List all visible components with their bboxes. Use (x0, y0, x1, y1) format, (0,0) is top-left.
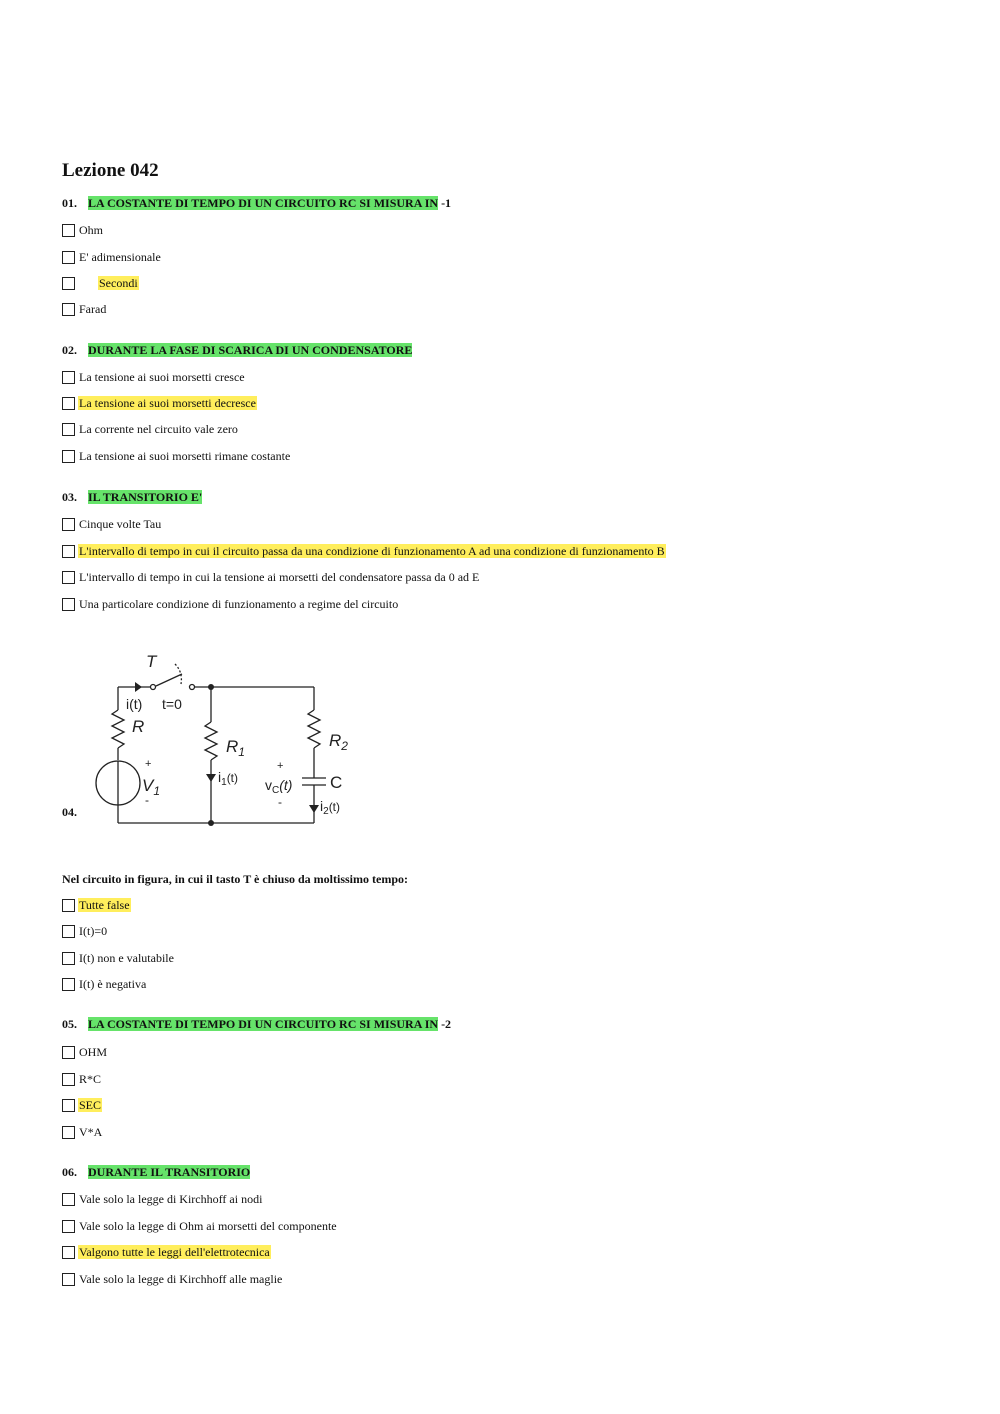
answer-option[interactable] (62, 596, 399, 612)
answer-text: Vale solo la legge di Ohm ai morsetti del componente (79, 1219, 337, 1233)
resistor-r1 (205, 722, 217, 760)
i1-tail: (t) (226, 771, 239, 785)
answer-option[interactable] (62, 1271, 283, 1287)
answer-text: La tensione ai suoi morsetti cresce (79, 370, 245, 384)
answer-text: Cinque volte Tau (79, 517, 162, 531)
switch-contact (151, 685, 156, 690)
answer-text: E' adimensionale (79, 250, 161, 264)
question-number: 04. (62, 805, 77, 819)
answer-text: La tensione ai suoi morsetti rimane costante (79, 449, 291, 463)
r2-letter: R (329, 731, 342, 750)
checkbox[interactable] (62, 450, 75, 463)
answer-option[interactable] (62, 1124, 103, 1140)
answer-text: I(t) non e valutabile (79, 951, 174, 965)
answer-text: I(t)=0 (79, 924, 108, 938)
question-number: 06. (62, 1165, 77, 1179)
vc-letter: v (265, 777, 272, 793)
question-title: LA COSTANTE DI TEMPO DI UN CIRCUITO RC SI MISURA IN (88, 196, 439, 210)
answer-text: I(t) è negativa (79, 977, 147, 991)
i1-subscript: 1 (221, 777, 227, 788)
question-04-number (62, 805, 88, 820)
answer-option-correct[interactable] (62, 543, 666, 559)
answer-option[interactable] (62, 1071, 102, 1087)
checkbox[interactable] (62, 545, 75, 558)
question-number: 01. (62, 196, 77, 210)
answer-option[interactable] (62, 249, 162, 265)
answer-text: Vale solo la legge di Kirchhoff alle maglie (79, 1272, 283, 1286)
answer-option[interactable] (62, 1191, 263, 1207)
answer-option-correct[interactable] (62, 395, 257, 411)
switch-time-label: t=0 (162, 696, 182, 712)
answer-option[interactable] (62, 950, 175, 966)
plus-sign: + (277, 760, 284, 772)
switch-motion-arc (175, 664, 181, 684)
question-number: 03. (62, 490, 77, 504)
source-subscript: 1 (153, 784, 161, 798)
r2-subscript: 2 (341, 739, 348, 753)
source-letter: V (142, 776, 154, 795)
switch-blade (156, 674, 182, 686)
i1-letter: i (218, 769, 222, 785)
resistor-r (112, 710, 124, 748)
checkbox[interactable] (62, 1220, 75, 1233)
checkbox[interactable] (62, 1193, 75, 1206)
current-label: i(t) (126, 696, 143, 712)
minus-sign: - (145, 793, 149, 807)
i2-subscript: 2 (323, 806, 329, 817)
checkbox[interactable] (62, 952, 75, 965)
answer-text: Valgono tutte le leggi dell'elettrotecnica (79, 1245, 270, 1259)
answer-option-correct[interactable] (62, 1244, 271, 1260)
answer-option[interactable] (62, 976, 147, 992)
question-number: 05. (62, 1017, 77, 1031)
answer-option-correct[interactable] (62, 897, 131, 913)
checkbox[interactable] (62, 371, 75, 384)
checkbox[interactable] (62, 1099, 75, 1112)
question-01-heading (62, 196, 451, 211)
resistor-r2 (308, 710, 320, 748)
question-title: DURANTE IL TRANSITORIO (88, 1165, 251, 1179)
checkbox[interactable] (62, 518, 75, 531)
answer-option[interactable] (62, 369, 246, 385)
answer-text: La tensione ai suoi morsetti decresce (79, 396, 256, 410)
answer-text: SEC (79, 1098, 102, 1112)
answer-option[interactable] (62, 301, 107, 317)
answer-option[interactable] (62, 222, 104, 238)
vc-subscript: C (272, 785, 280, 796)
answer-text: OHM (79, 1045, 108, 1059)
minus-sign: - (278, 795, 282, 809)
vc-tail: (t) (279, 777, 293, 793)
checkbox[interactable] (62, 423, 75, 436)
answer-option-correct[interactable] (62, 1097, 102, 1113)
i2-tail: (t) (328, 800, 341, 814)
question-title: IL TRANSITORIO E' (88, 490, 203, 504)
rc-circuit-diagram (90, 648, 370, 833)
answer-option[interactable] (62, 569, 480, 585)
checkbox[interactable] (62, 925, 75, 938)
page-title: Lezione 042 (62, 160, 159, 181)
checkbox[interactable] (62, 1073, 75, 1086)
question-05-heading (62, 1017, 451, 1032)
answer-text: L'intervallo di tempo in cui il circuito passa da una condizione di funzionamento A ad una condizione di funzionamento B (79, 544, 665, 558)
vc-label (265, 777, 292, 796)
checkbox[interactable] (62, 1126, 75, 1139)
question-03-heading (62, 490, 202, 505)
question-suffix: -2 (438, 1017, 452, 1031)
answer-option[interactable] (62, 516, 162, 532)
checkbox[interactable] (62, 1246, 75, 1259)
checkbox[interactable] (62, 303, 75, 316)
answer-option[interactable] (62, 448, 291, 464)
r2-label (329, 731, 348, 753)
question-title: LA COSTANTE DI TEMPO DI UN CIRCUITO RC SI MISURA IN (88, 1017, 439, 1031)
question-06-heading (62, 1165, 250, 1180)
switch-label: T (146, 652, 157, 671)
answer-text: Tutte false (79, 898, 130, 912)
checkbox[interactable] (62, 1046, 75, 1059)
r1-label (226, 737, 245, 759)
checkbox[interactable] (62, 899, 75, 912)
answer-text: Farad (79, 302, 107, 316)
question-suffix: -1 (438, 196, 452, 210)
r1-letter: R (226, 737, 239, 756)
checkbox[interactable] (62, 224, 75, 237)
current-arrow-i2 (309, 805, 319, 813)
question-title: DURANTE LA FASE DI SCARICA DI UN CONDENSATORE (88, 343, 413, 357)
answer-text: Vale solo la legge di Kirchhoff ai nodi (79, 1192, 263, 1206)
current-arrow-i (135, 682, 142, 692)
answer-option-correct[interactable] (62, 275, 139, 291)
i2-letter: i (320, 798, 324, 814)
answer-text: L'intervallo di tempo in cui la tensione ai morsetti del condensatore passa da 0 ad E (79, 570, 480, 584)
r1-subscript: 1 (238, 745, 245, 759)
answer-text: V*A (79, 1125, 103, 1139)
node (208, 820, 214, 826)
checkbox[interactable] (62, 397, 75, 410)
checkbox[interactable] (62, 251, 75, 264)
answer-text: Ohm (79, 223, 103, 237)
checkbox[interactable] (62, 571, 75, 584)
capacitor-label: C (330, 773, 343, 792)
checkbox[interactable] (62, 978, 75, 991)
plus-sign: + (145, 758, 152, 770)
i1-label (218, 769, 238, 788)
answer-option[interactable] (62, 1218, 338, 1234)
checkbox[interactable] (62, 598, 75, 611)
answer-option[interactable] (62, 421, 239, 437)
question-number: 02. (62, 343, 77, 357)
question-02-heading (62, 343, 412, 358)
checkbox[interactable] (62, 1273, 75, 1286)
node (208, 684, 214, 690)
answer-option[interactable] (62, 1044, 108, 1060)
switch-contact (190, 685, 195, 690)
i2-label (320, 798, 340, 817)
answer-text: Secondi (99, 276, 138, 290)
answer-text: R*C (79, 1072, 102, 1086)
answer-text: La corrente nel circuito vale zero (79, 422, 238, 436)
answer-text: Una particolare condizione di funzionamento a regime del circuito (79, 597, 399, 611)
checkbox[interactable] (62, 277, 75, 290)
question-04-text: Nel circuito in figura, in cui il tasto T è chiuso da moltissimo tempo: (62, 872, 409, 886)
resistor-label: R (132, 717, 145, 736)
answer-option[interactable] (62, 923, 108, 939)
current-arrow-i1 (206, 774, 216, 782)
